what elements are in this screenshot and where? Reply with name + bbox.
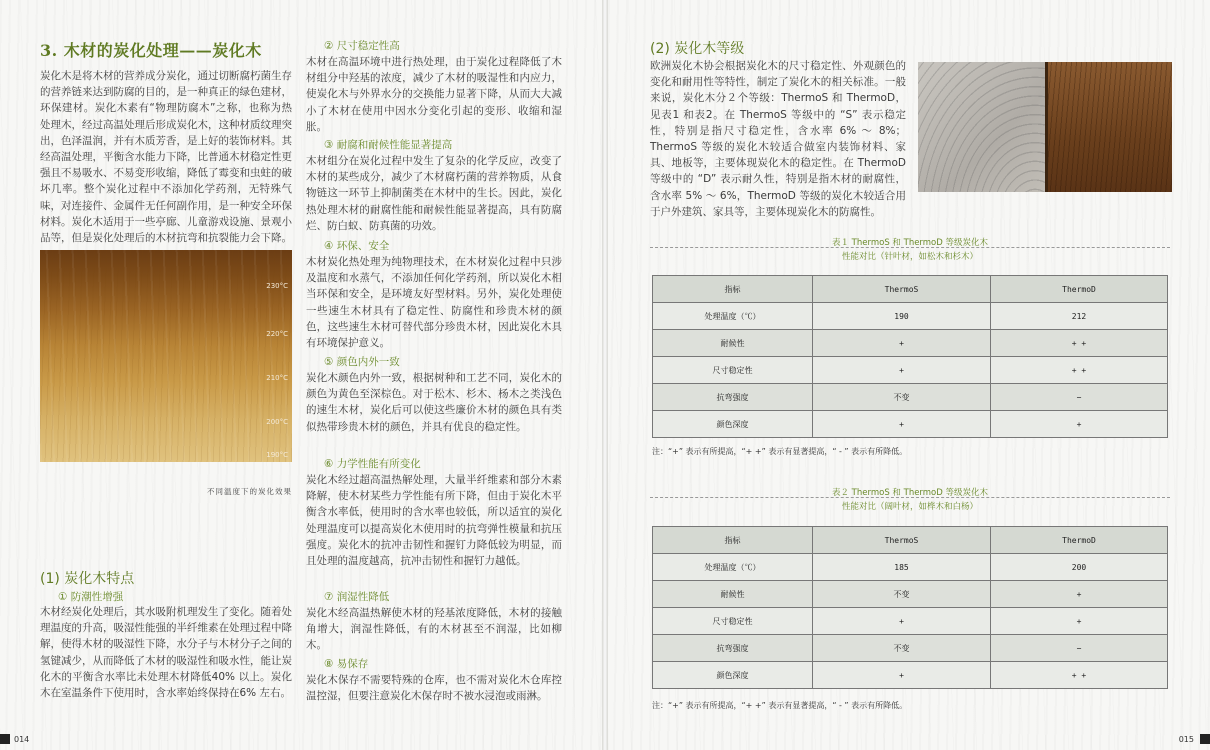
photo-caption: 不同温度下的炭化效果 bbox=[207, 487, 292, 496]
table2 bbox=[652, 526, 1168, 689]
table-header-cell: ThermoD bbox=[991, 276, 1168, 303]
feature-5-title: ⑤ 颜色内外一致 bbox=[324, 356, 400, 368]
table-row bbox=[653, 384, 1168, 411]
table-header-cell: ThermoS bbox=[813, 276, 991, 303]
table-cell: + + bbox=[991, 662, 1168, 689]
table-cell: 不变 bbox=[813, 581, 991, 608]
table-cell: 212 bbox=[991, 303, 1168, 330]
photo-label-230: 230°C bbox=[266, 282, 288, 290]
feature-6-text: 炭化木经过超高温热解处理，大量半纤维素和部分木素降解，使木材某些力学性能有所下降，但由于炭化木平衡含水率低，使用时的含水率也较低，所以适宜的炭化处理温度可以提高炭化木使用时的抗弯弹性模量和抗压强度。炭化木的抗冲击韧性和握钉力降低较为明显，而且处理的温度越高，抗冲击韧性和握钉力越低。 bbox=[306, 474, 562, 568]
table-cell: − bbox=[991, 635, 1168, 662]
table-cell: 尺寸稳定性 bbox=[653, 357, 813, 384]
table1-title-line2: 性能对比（针叶材，如松木和杉木） bbox=[841, 252, 978, 262]
page-number-left: 014 bbox=[14, 735, 30, 744]
intro-paragraph: 炭化木是将木材的营养成分炭化，通过切断腐朽菌生存的营养链来达到防腐的目的，是一种真正的绿色建材，环保建材。炭化木素有“物理防腐木”之称，也称为热处理木，经过高温处理后形成炭化木，这种材质纹理突出，色泽温润，并有木质芳香，是上好的装饰材料。其经高温处理，平衡含水能力下降，比普通木材稳定性更强且不易吸水、不易变形收缩，降低了霉变和虫蛀的破坏几率。整个炭化过程中不添加化学药剂，无特殊气味，对连接件、金属件无任何副作用，是一种安全环保材料。炭化木适用于一些亭廊、儿童游戏设施、景观小品等，但是炭化处理后的木材抗弯和抗裂能力会下降。 bbox=[40, 70, 292, 245]
table-cell: − bbox=[991, 384, 1168, 411]
table-row bbox=[653, 411, 1168, 438]
table-cell: 颜色深度 bbox=[653, 411, 813, 438]
section-features-title: (1) 炭化木特点 bbox=[40, 571, 135, 587]
table-cell: + bbox=[813, 608, 991, 635]
photo-label-190: 190°C bbox=[266, 451, 288, 459]
table-cell: + bbox=[813, 357, 991, 384]
table-row bbox=[653, 554, 1168, 581]
table1 bbox=[652, 275, 1168, 438]
table-header-row bbox=[653, 527, 1168, 554]
page-marker-right bbox=[1200, 734, 1210, 744]
table-cell: 190 bbox=[813, 303, 991, 330]
table-cell: 处理温度（℃） bbox=[653, 303, 813, 330]
table-row bbox=[653, 635, 1168, 662]
feature-7-title: ⑦ 润湿性降低 bbox=[324, 591, 390, 603]
feature-4-title: ④ 环保、安全 bbox=[324, 240, 390, 252]
table-header-cell: 指标 bbox=[653, 527, 813, 554]
table-cell: 抗弯强度 bbox=[653, 384, 813, 411]
table-cell: + bbox=[813, 411, 991, 438]
table-cell: + bbox=[991, 581, 1168, 608]
feature-2-text: 木材在高温环境中进行热处理，由于炭化过程降低了木材组分中羟基的浓度，减少了木材的吸湿性和内应力，使炭化木与外界水分的交换能力显著下降，从而大大减小了木材在使用中因水分变化引起的变形、收缩和湿胀。 bbox=[306, 56, 562, 133]
table-row bbox=[653, 357, 1168, 384]
untreated-wood-sample bbox=[918, 62, 1048, 192]
table-cell: + bbox=[991, 608, 1168, 635]
wood-sample-divider bbox=[1045, 62, 1048, 192]
table-header-cell: ThermoD bbox=[991, 527, 1168, 554]
table-cell: 185 bbox=[813, 554, 991, 581]
table-cell: + + bbox=[991, 357, 1168, 384]
table1-title bbox=[650, 236, 1170, 264]
table-header-cell: 指标 bbox=[653, 276, 813, 303]
table2-title-line2: 性能对比（阔叶材，如桦木和白杨） bbox=[841, 502, 978, 512]
feature-8-text: 炭化木保存不需要特殊的仓库，也不需对炭化木仓库控温控湿，但要注意炭化木保存时不被水浸泡或雨淋。 bbox=[306, 674, 562, 703]
photo-label-200: 200°C bbox=[266, 418, 288, 426]
section-grades-title: (2) 炭化木等级 bbox=[650, 41, 745, 57]
table-cell: 颜色深度 bbox=[653, 662, 813, 689]
table2-note: 注：“+” 表示有所提高，“+ +” 表示有显著提高，“ - ” 表示有所降低。 bbox=[652, 701, 908, 710]
feature-1-title: ① 防潮性增强 bbox=[58, 591, 124, 603]
table-cell: 耐候性 bbox=[653, 330, 813, 357]
table1-note: 注：“+” 表示有所提高，“+ +” 表示有显著提高，“ - ” 表示有所降低。 bbox=[652, 447, 908, 456]
table-cell: + + bbox=[991, 330, 1168, 357]
feature-8-title: ⑧ 易保存 bbox=[324, 658, 369, 670]
feature-7-text: 炭化木经高温热解使木材的羟基浓度降低，木材的接触角增大，润湿性降低，有的木材甚至不润湿，比如柳木。 bbox=[306, 607, 562, 652]
table-cell: 耐候性 bbox=[653, 581, 813, 608]
page-number-right: 015 bbox=[1178, 735, 1194, 744]
table-cell: 抗弯强度 bbox=[653, 635, 813, 662]
feature-5-text: 炭化木颜色内外一致，根据树种和工艺不同，炭化木的颜色为黄色至深棕色。对于松木、杉木、杨木之类浅色的速生木材，炭化后可以使这些廉价木材的颜色具有类似热带珍贵木材的颜色，并具有优良的稳定性。 bbox=[306, 372, 562, 433]
feature-3-title: ③ 耐腐和耐候性能显著提高 bbox=[324, 139, 453, 151]
table-cell: 200 bbox=[991, 554, 1168, 581]
table2-title-line1: 表２ ThermoS 和 ThermoD 等级炭化木 bbox=[831, 488, 989, 498]
table1-title-line1: 表１ ThermoS 和 ThermoD 等级炭化木 bbox=[831, 238, 989, 248]
feature-4-text: 木材炭化热处理为纯物理技术，在木材炭化过程中只涉及温度和水蒸气，不添加任何化学药剂，所以炭化木相当环保和安全，是环境友好型材料。另外，炭化处理使一些速生木材具有了稳定性、防腐性和珍贵木材的颜色，这些速生木材可替代部分珍贵木材，因此炭化木具有环境保护意义。 bbox=[306, 256, 562, 350]
wood-comparison-photo bbox=[918, 62, 1172, 192]
grades-paragraph: 欧洲炭化木协会根据炭化木的尺寸稳定性、外观颜色的变化和耐用性等特性，制定了炭化木的相关标准。一般来说，炭化木分２个等级：ThermoS 和 ThermoD，见表1 和表2。在 ThermoS 等级中的 “S” 表示稳定性，特别是指尺寸稳定性，含水率 6% ～ 8%；ThermoS 等级的炭化木较适合做室内装饰材料、家具、地板等，主要体现炭化木的稳定性。在 ThermoD 等级中的 “D” 表示耐久性，特别是指木材的耐腐性，含水率 5% ～ 6%，ThermoD 等级的炭化木较适合用于户外建筑、家具等，主要体现炭化木的防腐性。 bbox=[650, 60, 906, 218]
table-row bbox=[653, 303, 1168, 330]
page-marker-left bbox=[0, 734, 10, 744]
feature-1-text: 木材经炭化处理后，其水吸附机理发生了变化。随着处理温度的升高，吸湿性能强的半纤维素在处理过程中降解，使得木材的吸湿性下降，水分子与木材分子之间的氢键减少，从而降低了木材的吸湿性和吸水性，能让炭化木的平衡含水率比未处理木材降低40% 以上。炭化木在室温条件下使用时，含水率始终保持在6% 左右。 bbox=[40, 606, 292, 700]
feature-3-text: 木材组分在炭化过程中发生了复杂的化学反应，改变了木材的某些成分，减少了木材腐朽菌的营养物质，从食物链这一环节上抑制菌类在木材中的生长。因此，炭化热处理木材的耐腐性能和耐候性能显著提高，具有防腐烂、防白蚁、防真菌的功效。 bbox=[306, 155, 562, 232]
photo-label-210: 210°C bbox=[266, 374, 288, 382]
table-header-cell: ThermoS bbox=[813, 527, 991, 554]
table-cell: 处理温度（℃） bbox=[653, 554, 813, 581]
table-row bbox=[653, 608, 1168, 635]
photo-label-220: 220°C bbox=[266, 330, 288, 338]
table-cell: + bbox=[813, 662, 991, 689]
table-header-row bbox=[653, 276, 1168, 303]
feature-2-title: ② 尺寸稳定性高 bbox=[324, 40, 400, 52]
right-page bbox=[608, 0, 1210, 750]
chapter-title: 3. 木材的炭化处理——炭化木 bbox=[40, 41, 262, 60]
table2-title bbox=[650, 486, 1170, 514]
carbonized-wood-sample bbox=[1046, 62, 1172, 192]
left-page bbox=[0, 0, 602, 750]
table-cell: 不变 bbox=[813, 384, 991, 411]
table-row bbox=[653, 581, 1168, 608]
table-cell: + bbox=[991, 411, 1168, 438]
carbonization-temperature-photo bbox=[40, 250, 292, 462]
table-row bbox=[653, 330, 1168, 357]
table-cell: 尺寸稳定性 bbox=[653, 608, 813, 635]
table-cell: + bbox=[813, 330, 991, 357]
table-cell: 不变 bbox=[813, 635, 991, 662]
table-row bbox=[653, 662, 1168, 689]
feature-6-title: ⑥ 力学性能有所变化 bbox=[324, 458, 421, 470]
